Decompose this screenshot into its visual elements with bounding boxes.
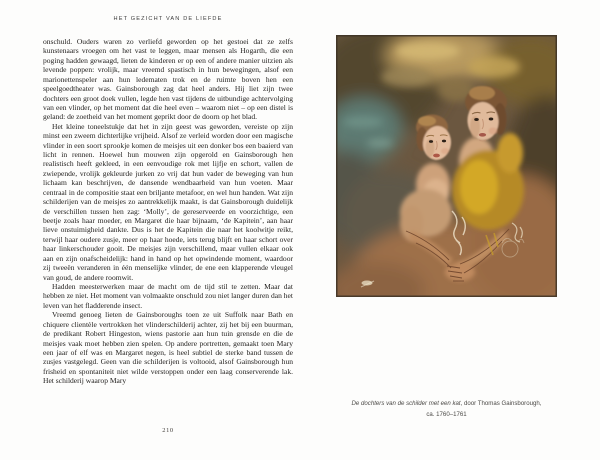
body-text <box>43 37 293 386</box>
paragraph: Vreemd genoeg lieten de Gainsboroughs toen ze uit Suffolk naar Bath en chiquere clientèle vertrokken het vlinderschilderij achter, zij het bij een buurman, de predikant Robert Hingeston, wiens pastorie aan hun tuin grensde en die de meisjes vaak moet hebben zien spelen. Op andere portretten, gemaakt toen Mary een jaar of elf was en Margaret negen, is heel subtiel de sterke band tussen de zusjes vastgelegd. Geen van die schilderijen is voltooid, alsof Gainsborough hun frisheid en spontaniteit niet wilde verstoppen onder een laag conserverende lak. Het schilderij waarop Mary <box>43 310 293 386</box>
running-header: HET GEZICHT VAN DE LIEFDE <box>113 16 223 22</box>
artwork-attribution: , door Thomas Gainsborough, <box>460 400 542 407</box>
painting-gainsborough-daughters-with-cat <box>336 35 557 297</box>
paragraph: onschuld. Ouders waren zo verliefd geworden op het gestoei dat ze zelfs kunstenaars vroegen om het vast te leggen, maar mensen als Hogarth, die een poging hadden gewaagd, lieten de kinderen er op een of andere manier uitzien als levende poppen: vrolijk, maar vreemd spastisch in hun bewegingen, alsof een marionettenspeler aan hun ledematen trok en de ruimte boven hen een speelgoedtheater was. Gainsborough zag dat heel anders. Hij liet zijn twee dochters een groot doek vullen, legde hen vast tijdens de uitbundige achtervolging van een vlinder, op het moment dat die heel even – waarom niet – op een distel is geland: de zoetheid van het moment geprikt door de doorn op het blad. <box>43 37 293 122</box>
left-page <box>43 0 293 460</box>
paragraph: Hadden meesterwerken maar de macht om de tijd stil te zetten. Maar dat hebben ze niet. Het moment van volmaakte onschuld zou niet langer duren dan het leven van het fladderende insect. <box>43 281 293 310</box>
artwork-title: De dochters van de schilder met een kat <box>351 400 461 407</box>
artwork-caption-line1 <box>326 398 567 409</box>
artwork-date: ca. 1760–1761 <box>426 411 467 418</box>
paragraph: Het kleine toneelstukje dat het in zijn geest was geworden, vereiste op zijn minst een zweem dichterlijke vrijheid. Alsof ze verleid worden door een magische vlinder in een soort sprookje komen de meisjes uit een donker bos een baaierd van licht in rennen. Hoewel hun mouwen zijn opgerold en Gainsborough hen realistisch heeft gekleed, in een eenvoudige rok met lijfje en schort, vallen de zwiepende, vrolijk gekleurde jurken zo vrij dat hun vader de beweging van hun lichaam kan beschrijven, de dansende wendbaarheid van hun voeten. Maar centraal in de compositie staat een briljante metafoor, en wel hun handen. Wat zijn schilderijen van de meisjes zo aantrekkelijk maakt, is dat Gainsborough duidelijk de verschillen tussen hen zag: ‘Molly’, de gereserveerde en voorzichtige, een beetje zoals haar moeder, en Margaret die haar bijnaam, ‘de Kapitein’, aan haar lieve onstuimigheid dankte. Dus is het de Kapitein die naar het koolwitje reikt, terwijl haar oudere zusje, meer op haar hoede, iets terug blijft en haar schort over haar linkerschouder gooit. De meisjes zijn verschillend, maar vullen elkaar ook aan en zijn onafscheidelijk: hand in hand op het opwindende moment, waardoor zij tweeën veranderen in één menselijke vlinder, de ene een klapperende vleugel van goud, de andere roomwit. <box>43 121 293 282</box>
artwork-caption <box>326 398 567 420</box>
page-number: 210 <box>162 427 174 434</box>
